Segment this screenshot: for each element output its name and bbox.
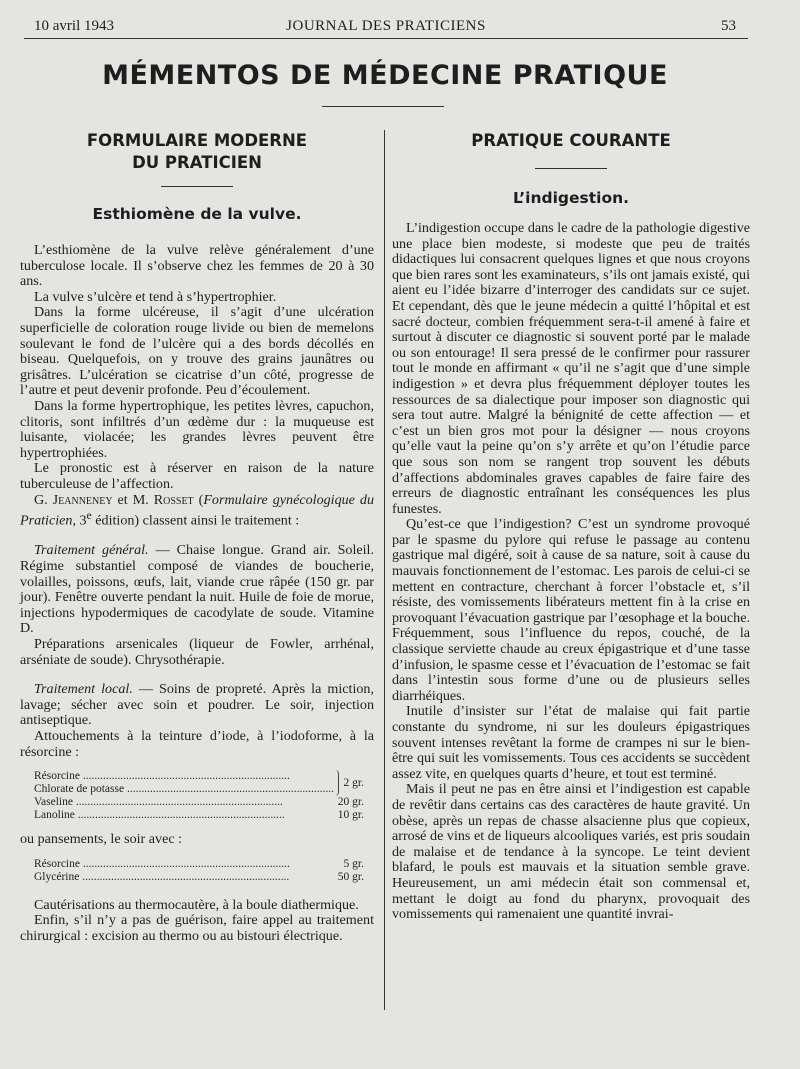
ingredient: Chlorate de potasse ..... (34, 783, 334, 796)
text-span: et (112, 491, 133, 508)
journal-name: JOURNAL DES PRATICIENS (286, 18, 486, 34)
paragraph: Cautérisations au thermocautère, à la boule diathermique. (34, 896, 359, 913)
paragraph: Inutile d’insister sur l’état de malaise qui fait partie constante du syndrome, ni sur les douleurs épigastriques souvent intenses revêtant la forme de crampes ni sur le bien-être qui suit les vomissements. Tous ces accidents se succèdent assez vite, en quelques quarts d’heure, et tout est terminé. (392, 703, 750, 782)
paragraph: Préparations arsenicales (liqueur de Fowler, arrhénal, arséniate de soude). Chrysothérapie. (20, 635, 374, 668)
text-span: — Chaise longue. Grand air. Soleil. Régime substantiel composé de viandes de boucherie, volailles, poissons, œufs, lait, viande crue râpée (150 gr. par jour). Fenêtre ouverte pendant la nuit. Huile de foie de morue, injections hypodermiques de cacodylate de soude. Vitamine D. (20, 542, 374, 637)
prescription-row (34, 858, 364, 871)
text-span: édition) classent ainsi le traitement : (91, 512, 300, 529)
section-title-line-2: DU PRATICIEN (132, 153, 262, 172)
paragraph: Le pronostic est à réserver en raison de la nature tuberculeuse de l’affection. (20, 460, 374, 492)
treatment-label: Traitement local. (34, 681, 133, 698)
paragraph: Dans la forme hypertrophique, les petites lèvres, capuchon, clitoris, sont infiltrés d’un œdème dur : la muqueuse est luisante, violacée; les grandes lèvres peuvent être hypertrophiées. (20, 397, 374, 461)
section-title-pratique: PRATIQUE COURANTE (471, 131, 671, 150)
issue-date: 10 avril 1943 (34, 18, 114, 34)
left-column (20, 122, 374, 944)
text-span: — Soins de propreté. Après la miction, lavage; sécher avec soin et poudrer. Le soir, injection antiseptique. (20, 681, 374, 729)
paragraph: Mais il peut ne pas en être ainsi et l’indigestion est capable de revêtir dans certains cas des caractères de haute gravité. Un obèse, après un repas de chasse alsacienne plus que copieux, arrosé de vins et de liqueurs alcooliques variés, est pris soudain de malaise et de tendance à la syncope. Le teint devient blafard, le pouls est mauvais et la situation semble grave. Heureusement, un ami médecin était son commensal et, mettant le doigt au fond du pharynx, provoquait des vomissements qui ramenaient une quantité invrai- (392, 781, 750, 923)
column-divider (384, 130, 385, 1010)
prescription-row (34, 783, 334, 796)
ingredient: Lanoline ..... (34, 809, 320, 822)
prescription-1 (34, 770, 364, 822)
quantity: 10 gr. (337, 809, 364, 822)
quantity: 20 gr. (337, 796, 364, 809)
ingredient: Résorcine ..... (34, 858, 320, 871)
page-number: 53 (721, 18, 736, 34)
paragraph: Attouchements à la teinture d’iode, à l’iodoforme, à la résorcine : (20, 727, 374, 760)
author-name: G. Jeanneney (34, 491, 113, 508)
prescription-row (34, 871, 364, 884)
ingredient: Vaseline ..... (34, 796, 320, 809)
section-title-formulaire (20, 130, 374, 174)
right-column (392, 122, 750, 923)
text-span: ( (193, 491, 204, 508)
running-header (24, 18, 748, 39)
article-title-indigestion: L’indigestion. (512, 189, 630, 207)
section-rule (161, 186, 233, 187)
article-title-esthiomene: Esthiomène de la vulve. (92, 205, 302, 223)
paragraph: Qu’est-ce que l’indigestion? C’est un syndrome provoqué par le spasme du pylore qui refuse le passage au contenu gastrique mal digéré, soit à cause de sa nature, soit à cause du mauvais fonctionnement de l’estomac. Les parois de celui-ci se mettent en contracture, cherchant à forcer l’obstacle et, s’il résiste, des vomissements libérateurs mettent fin à la crise en provoquant l’évacuation gastrique par l’œsophage et la bouche. Fréquemment, sous l’influence du repos, couché, de la classique serviette chaude au creux épigastrique et d’une tasse d’infusion, le spasme cesse et l’évacuation de l’estomac se fait dans l’intestin sous forme d’une ou de plusieurs selles diarrhéiques. (392, 516, 750, 704)
ingredient: Glycérine ..... (34, 871, 320, 884)
paragraph: Enfin, s’il n’y a pas de guérison, faire appel au traitement chirurgical : excision au thermo ou au bistouri électrique. (20, 912, 374, 944)
treatment-label: Traitement général. (34, 542, 149, 559)
paragraph: La vulve s’ulcère et tend à s’hypertrophier. (34, 288, 277, 305)
ingredient: Résorcine ..... (34, 770, 334, 783)
text-span: , 3 (72, 512, 87, 529)
author-name: M. Rosset (132, 491, 194, 508)
paragraph-traitement-general (20, 543, 374, 637)
section-title-line-1: FORMULAIRE MODERNE (86, 131, 308, 150)
paragraph: L’indigestion occupe dans le cadre de la pathologie digestive une place bien modeste, si modeste que peu de traités didactiques lui consacrent quelques lignes et que nous croyons que bien rares sont les examinateurs, s’ils ont jamais existé, qui aient eu l’idée bizarre d’interroger des candidats sur ce sujet. Et cependant, dès que le jeune médecin a quitté l’hôpital et est sacré docteur, combien fréquemment sera-t-il amené à faire et surtout à discuter ce diagnostic si souvent porté par le malade ou son entourage! Il sera pressé de le confirmer pour rassurer tout le monde en affirmant « qu’il ne s’agit que d’une simple indigestion » et devra plus fréquemment déployer toutes les ressources de sa dialectique pour imposer son diagnostic qui sera tout autre. Malgré la bénignité de cette affection — et c’est un bien gros mot pour la désigner — nous croyons qu’elle vaut la peine qu’on s’y arrête et qu’on l’étudie parce que sous son nom se rangent trop souvent les débuts d’affections abdominales graves capables de faire faire des erreurs de diagnostic entraînant les conséquences les plus funestes. (392, 220, 750, 517)
book-title: Formulaire gynécologique du Praticien (20, 491, 374, 529)
paragraph-references (20, 493, 374, 530)
prescription-row (34, 796, 364, 809)
quantity: 5 gr. (343, 857, 364, 870)
section-rule (535, 168, 607, 169)
prescription-row (34, 770, 334, 783)
quantity: 2 gr. (343, 776, 364, 789)
paragraph: Dans la forme ulcéreuse, il s’agit d’une ulcération superficielle de coloration rouge livide ou bien de memelons soulevant le fond de l’ulcère qui a des bords décollés en biseau. Quelquefois, on y trouve des grains jaunâtres ou grisâtres. L’ulcération se cicatrise d’un côté, progresse de l’autre et peut devenir profonde. Peu d’écoulement. (20, 304, 374, 399)
prescription-bracket-group (34, 770, 364, 796)
prescription-2 (34, 858, 364, 884)
quantity: 50 gr. (337, 870, 364, 883)
title-rule (322, 106, 444, 107)
superscript: e (86, 509, 92, 523)
paragraph-traitement-local (20, 682, 374, 729)
paragraph: ou pansements, le soir avec : (20, 831, 183, 848)
prescription-row (34, 809, 364, 822)
paragraph: L’esthiomène de la vulve relève généralement d’une tuberculose locale. Il s’observe chez les femmes de 20 à 30 ans. (20, 242, 374, 290)
page-title: MÉMENTOS DE MÉDECINE PRATIQUE (102, 60, 668, 91)
